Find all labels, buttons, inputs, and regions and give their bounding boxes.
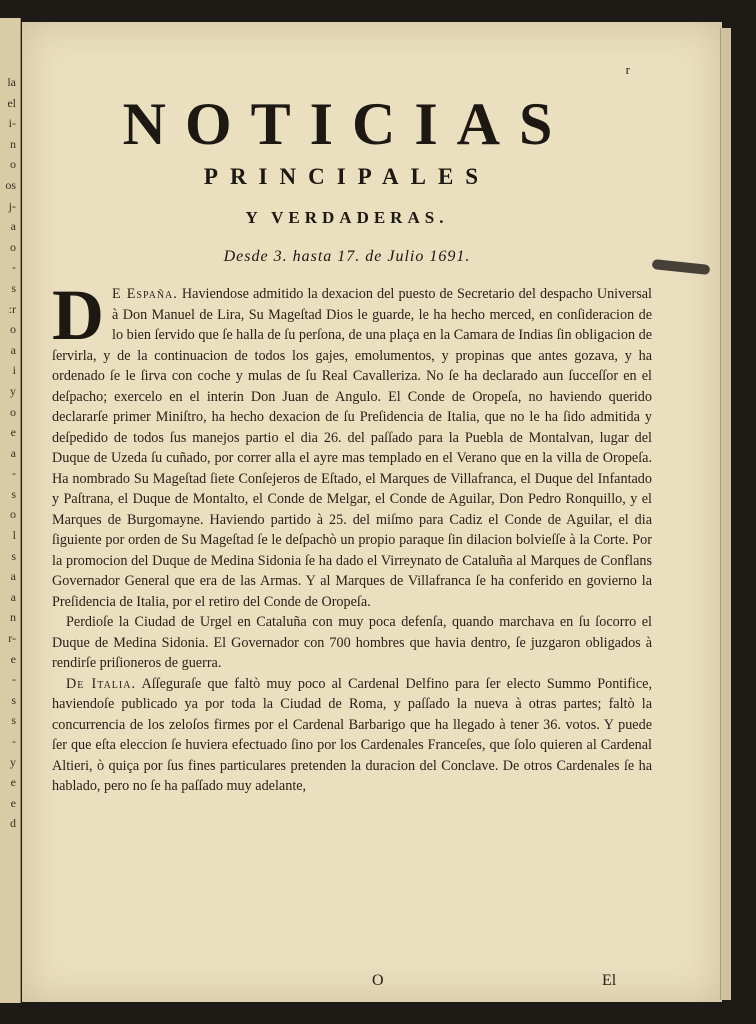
margin-fragment: el (7, 95, 16, 110)
margin-fragment: n (10, 136, 16, 151)
margin-fragment: s (11, 486, 16, 501)
margin-fragment: e (10, 425, 16, 440)
margin-fragment: a (10, 589, 16, 604)
margin-fragment: o (10, 239, 16, 254)
margin-fragment: :r (8, 301, 16, 316)
section-heading-italia: De Italia. (66, 675, 137, 692)
margin-fragment: s (11, 713, 16, 728)
margin-fragment: - (12, 260, 16, 275)
paragraph-urgel (52, 612, 652, 674)
margin-fragment: a (10, 219, 16, 234)
margin-fragment: a (10, 342, 16, 357)
margin-fragment: os (5, 177, 16, 192)
margin-fragment: d (10, 816, 16, 831)
margin-fragment: la (7, 75, 16, 89)
ink-smudge (652, 259, 711, 275)
margin-fragment: - (12, 466, 16, 481)
document-page (22, 22, 722, 1002)
drop-cap: D (52, 275, 104, 355)
paragraph-text: Aſſeguraſe que faltò muy poco al Cardenal Delfino para ſer electo Summo Pontifice, haviendoſe publicado ya por toda la Ciudad de Roma, y paſſado la nueva à otras partes; faltò la concurrencia de los zeloſos firmes por el Cardenal Barbarigo que ha llegado à tener 36. votos. Y puede ſer que eſta eleccion ſe huviera efectuado ſino por los Cardenales Franceſes, que ſolo quieren al Cardenal Altieri, ò quiça por ſus fines particulares pretenden la duracion del Conclave. De otros Cardenales ſe ha hablado, pero no ſe ha paſſado muy adelante, (52, 675, 652, 794)
paragraph-text: Haviendose admitido la dexacion del puesto de Secretario del despacho Universal à Don Manuel de Lira, Su Mageſtad Dios le guarde, le ha hecho merced, en conſideracion de lo bien ſervido que ſe halla de ſu perſona, de una plaça en la Camara de Indias ſin obligacion de ſervirla, y de la continuacion de todos los gajes, emolumentos, y propinas que antes gozava, y ha ordenado ſe le ſirva con coche y mulas de ſu Real Cavalleriza. No ſe ha declarado aun ſucceſſor en el deſpacho; exercelo en el interin Don Juan de Angulo. El Conde de Oropeſa, no haviendo querido declararſe primer Miniſtro, ha hecho dexacion de ſu Preſidencia de Italia, que no le ha ſido admitida y deſpedido de todos ſus manejos partio el dia 26. del paſſado para la Puebla de Montalvan, lugar del Duque de Uzeda ſu cuñado, por correr alla el ayre mas templado en el Verano que en la villa de Oropeſa. Ha nombrado Su Mageſtad ſiete Conſejeros de Eſtado, el Marques de Villafranca, el Duque del Infantado y Paſtrana, el Duque de Montalto, el Conde de Melgar, el Conde de Aguilar, Don Pedro Ronquillo, y el Marques de Burgomayne. Haviendo partido à 25. del miſmo para Cadiz el Conde de Aguilar, el dia ſiguiente por orden de Su Mageſtad ſe le deſpachò un propio paraque ſin dilacion bolvieſſe à la Corte. Por la promocion del Duque de Medina Sidonia ſe ha dado el Virreynato de Cataluña al Marques de Conflans Governador General que era de las Armas. Y al Marques de Villafranca ſe ha conferido en govierno la Preſidencia de Italia, por el retiro del Conde de Oropeſa. (52, 286, 653, 610)
margin-fragment: i- (8, 116, 16, 131)
margin-fragment: r- (8, 631, 16, 646)
catchword: El (602, 972, 617, 989)
section-heading-espana: E España. (112, 286, 178, 302)
page-edge (720, 28, 731, 1000)
dateline: Desde 3. hasta 17. de Julio 1691. (223, 248, 471, 265)
page-number-mark: r (625, 62, 630, 77)
masthead-subtitle: PRINCIPALES (203, 164, 491, 189)
margin-fragment: - (12, 672, 16, 687)
margin-fragment: s (11, 280, 16, 295)
article-body (52, 275, 653, 797)
margin-fragment: a (10, 445, 16, 460)
margin-fragment: o (10, 322, 16, 337)
margin-fragment: e (10, 651, 16, 666)
margin-fragment: s (11, 548, 16, 563)
margin-fragment: o (10, 157, 16, 172)
paragraph-italia (52, 674, 652, 797)
margin-fragment: o (10, 404, 16, 419)
margin-fragment: e (10, 775, 16, 790)
margin-fragment: - (12, 734, 16, 748)
margin-fragment: a (10, 569, 16, 584)
margin-fragment: e (10, 795, 16, 810)
masthead-title: NOTICIAS (122, 91, 572, 157)
previous-page-fragments (0, 18, 20, 834)
previous-page-edge (0, 18, 21, 1003)
margin-fragment: i (12, 363, 16, 378)
paragraph-text: Perdioſe la Ciudad de Urgel en Cataluña con muy poca defenſa, quando marchava en ſu ſocorro el Duque de Medina Sidonia. El Governador con 700 hombres que havia dentro, ſe juzgaron obligados à rendirſe priſioneros de guerra. (52, 614, 652, 671)
margin-fragment: n (10, 610, 16, 625)
margin-fragment: j- (8, 198, 16, 213)
margin-fragment: o (10, 507, 16, 522)
margin-fragment: y (10, 754, 16, 769)
paragraph-espana (52, 275, 653, 612)
signature-mark: O (372, 972, 384, 989)
margin-fragment: l (12, 528, 16, 543)
masthead-subtitle-2: Y VERDADERAS. (245, 208, 449, 227)
margin-fragment: s (11, 692, 16, 707)
margin-fragment: y (10, 383, 16, 398)
